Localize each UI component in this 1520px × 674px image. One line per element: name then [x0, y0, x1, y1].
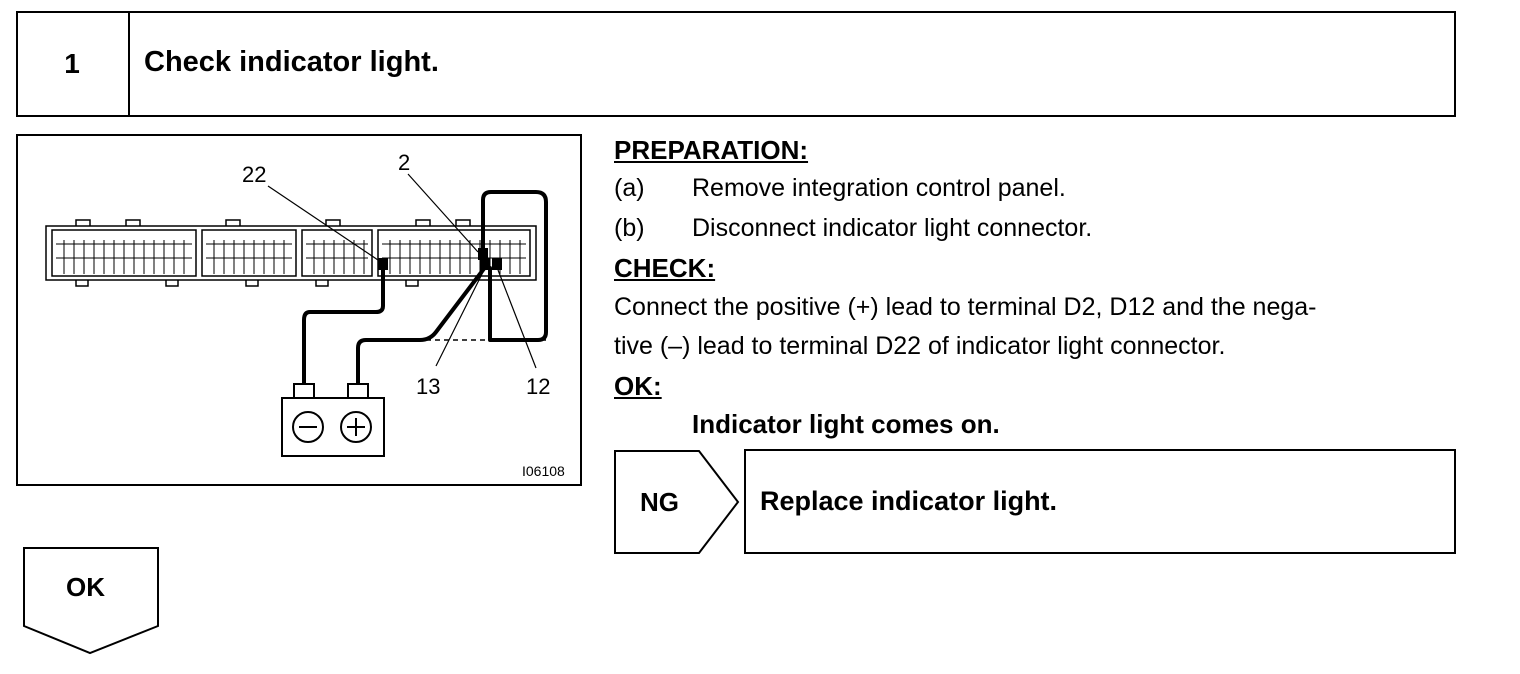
- ng-label: NG: [640, 487, 679, 517]
- terminal-12: [492, 258, 502, 270]
- prep-marker-a: (a): [614, 174, 645, 202]
- check-heading: CHECK:: [614, 253, 716, 283]
- preparation-heading: PREPARATION:: [614, 135, 809, 165]
- check-line-1: Connect the positive (+) lead to terminal D2, D12 and the nega-: [614, 293, 1317, 321]
- prep-marker-b: (b): [614, 214, 645, 242]
- prep-item-a: Remove integration control panel.: [692, 174, 1066, 202]
- label-2: 2: [398, 150, 411, 175]
- prep-item-b: Disconnect indicator light connector.: [692, 214, 1093, 242]
- ok-branch-label: OK: [66, 572, 105, 602]
- battery: [282, 384, 384, 456]
- figure-id: I06108: [522, 463, 565, 479]
- label-13: 13: [416, 374, 441, 399]
- step-number: 1: [16, 11, 130, 117]
- ng-action-text: Replace indicator light.: [760, 486, 1058, 516]
- check-line-2: tive (–) lead to terminal D22 of indicator light connector.: [614, 332, 1226, 360]
- ok-heading: OK:: [614, 371, 662, 401]
- ecu-connector: [46, 220, 536, 286]
- step-title: Check indicator light.: [144, 46, 439, 78]
- label-22: 22: [242, 162, 267, 187]
- ok-result: Indicator light comes on.: [692, 409, 1000, 439]
- wiring-diagram: [16, 134, 582, 486]
- label-12: 12: [526, 374, 551, 399]
